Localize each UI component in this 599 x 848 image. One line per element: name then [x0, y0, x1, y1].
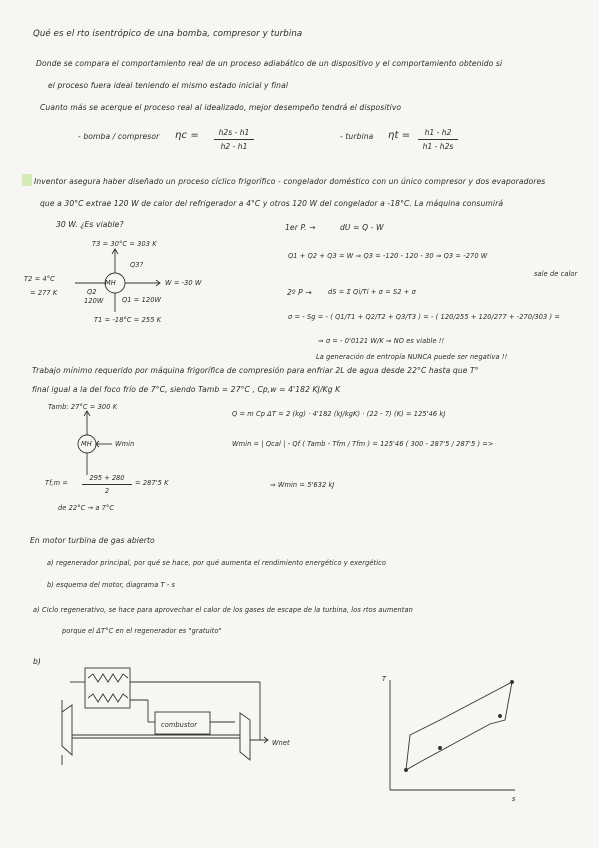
q2-line2: que a 30°C extrae 120 W de calor del refrigerador a 4°C y otros 120 W del congelador a -18°C. La máquina consumirá [40, 199, 504, 208]
q4-part-b: b) esquema del motor, diagrama T - s [47, 581, 176, 589]
turbine-eta: ηt = [388, 130, 411, 141]
q3-mh: MH [81, 440, 92, 448]
tfm-label: Tf,m = [45, 479, 68, 487]
q2-value: 120W [84, 297, 104, 305]
regenerator-coil [88, 674, 128, 682]
q3-line1: Trabajo mínimo requerido por máquina frigorífica de compresión para enfriar 2L de agua desde 22°C hasta que T° [32, 366, 479, 375]
t2k-label: = 277 K [30, 289, 58, 297]
second-law-eq: dS = Σ Qi/Ti + σ = S2 + σ [328, 288, 416, 296]
tamb-label: Tamb: 27°C = 300 K [48, 403, 118, 411]
mh-circle [105, 273, 125, 293]
part-b-label: b) [33, 657, 41, 666]
t1-label: T1 = -18°C = 255 K [94, 316, 162, 324]
q1-line2: el proceso fuera ideal teniendo el mismo estado inicial y final [48, 81, 289, 90]
wnet-label: Wnet [272, 739, 290, 747]
s-axis-label: s [512, 795, 516, 803]
entropy-note: La generación de entropía NUNCA puede ser negativa !! [316, 353, 508, 361]
pump-num: h2s - h1 [218, 128, 250, 137]
t2-label: T2 = 4°C [24, 275, 55, 283]
turbine-num: h1 - h2 [424, 128, 452, 137]
tfm-den: 2 [104, 487, 110, 495]
pump-den: h2 - h1 [220, 142, 248, 151]
t3-label: T3 = 30°C = 303 K [92, 240, 157, 248]
mh-label: MH [105, 279, 116, 287]
second-law-label: 2º P → [287, 288, 312, 297]
q1-title: Qué es el rto isentrópico de una bomba, compresor y turbina [33, 29, 303, 39]
q1-line3: Cuanto más se acerque el proceso real al idealizado, mejor desempeño tendrá el dispositivo [40, 103, 402, 112]
q4-answer-line2: porque el ΔT°C en el regenerador es "gratuito" [62, 627, 222, 635]
q1-line1: Donde se compara el comportamiento real de un proceso adiabático de un dispositivo y el comportamiento obtenido si [36, 59, 503, 68]
q3-mh-circle [78, 435, 96, 453]
first-law-label: 1er P. → [285, 223, 316, 232]
q2-line3: 30 W. ¿Es viable? [56, 220, 124, 229]
q2-line1: Inventor asegura haber diseñado un proceso cíclico frigorífico - congelador doméstico con un único compresor y dos evaporadores [34, 177, 546, 186]
combustor-box [155, 712, 210, 734]
turbine-shape [240, 713, 250, 760]
q3-line2: final igual a la del foco frío de 7°C, siendo Tamb = 27°C , Cp,w = 4'182 KJ/Kg K [32, 385, 341, 394]
energy-note: sale de calor [534, 270, 578, 278]
q4-part-a: a) regenerador principal, por qué se hace, por qué aumenta el rendimiento energético y exergético [47, 559, 387, 567]
tfm-num: 295 + 280 [89, 474, 125, 482]
pump-label: - bomba / compresor [78, 132, 160, 141]
q2-label: Q2 [87, 288, 97, 296]
compressor-shape [62, 705, 72, 755]
tfm-value: = 287'5 K [135, 479, 169, 487]
pump-eta: ηc = [175, 130, 199, 141]
work-result: ⇒ Wmin = 5'632 kJ [270, 481, 335, 489]
entropy-eq: σ = - Sg = - ( Q1/T1 + Q2/T2 + Q3/T3 ) = - ( 120/255 + 120/277 + -270/303 ) = [288, 313, 561, 321]
combustor-label: combustor [161, 721, 198, 729]
q4-title: En motor turbina de gas abierto [30, 536, 155, 545]
turbine-den: h1 - h2s [422, 142, 454, 151]
w-label: W = -30 W [165, 279, 202, 287]
entropy-result: ⇒ σ = - 0'0121 W/K ⇒ NO es viable !! [318, 337, 445, 345]
q1-label: Q1 = 120W [122, 296, 162, 304]
q4-answer-line1: a) Ciclo regenerativo, se hace para aprovechar el calor de los gases de escape de la turbina, los rtos aumentan [33, 606, 413, 614]
turbine-label: - turbina [340, 132, 374, 141]
t-axis-label: T [382, 675, 387, 683]
wmin-label: Wmin [115, 440, 135, 448]
work-eq: Wmin = | Qcal | - Qf ( Tamb - Tfm / Tfm ) = 125'46 ( 300 - 287'5 / 287'5 ) => [232, 440, 494, 448]
cycle-path [406, 682, 512, 770]
first-law-eq: dU = Q - W [340, 223, 384, 232]
q3-label: Q3? [130, 261, 144, 269]
energy-balance: Q1 + Q2 + Q3 = W ⇒ Q3 = -120 - 120 - 30 ⇒ Q3 = -270 W [288, 252, 488, 260]
heat-eq: Q = m Cp ΔT = 2 (kg) · 4'182 (kJ/kgK) · (22 - 7) (K) = 125'46 kJ [232, 410, 446, 418]
temp-range: de 22°C → a 7°C [58, 504, 115, 512]
